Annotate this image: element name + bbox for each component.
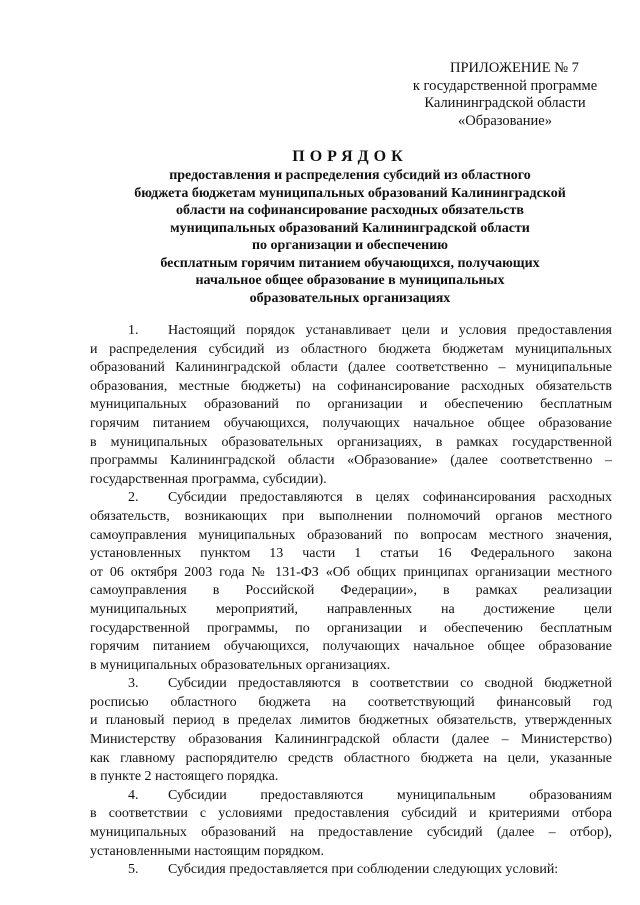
paragraph-2 (90, 489, 612, 675)
paragraph-line (90, 712, 612, 731)
paragraph-line-text: горячим питанием обучающихся, получающих начальное общее образование (90, 415, 612, 431)
paragraph-line (90, 564, 612, 583)
paragraph-line (90, 805, 612, 824)
paragraph-line-text: самоуправления в Российской Федерации», в рамках реализации (90, 583, 612, 599)
paragraph-5 (90, 861, 612, 880)
paragraph-line (90, 675, 612, 694)
paragraph-line (90, 434, 612, 453)
paragraph-line-text: государственная программа, субсидии). (90, 471, 327, 487)
paragraph-line (90, 657, 612, 676)
subtitle-line: начальное общее образование в муниципальных (195, 273, 505, 288)
subtitle-line: области на софинансирование расходных обязательств (176, 203, 524, 218)
paragraph-line-text: самоуправления муниципальных образований по вопросам местного значения, (90, 527, 612, 543)
document-subtitle (100, 167, 600, 307)
paragraph-line (90, 415, 612, 434)
appendix-number: ПРИЛОЖЕНИЕ № 7 (450, 60, 579, 76)
document-body (90, 322, 612, 880)
subtitle-line: бюджета бюджетам муниципальных образований Калининградской (134, 185, 566, 201)
paragraph-line-text: Министерству образования Калининградской области (далее – Министерство) (90, 732, 612, 748)
paragraph-line-text: образования, местные бюджеты) на софинансирование расходных обязательств (90, 378, 612, 394)
paragraph-line (90, 731, 612, 750)
paragraph-line-text: и распределения субсидий из областного бюджета бюджетам муниципальных (90, 341, 612, 357)
paragraph-line-text: обязательств, возникающих при выполнении полномочий органов местного (90, 508, 612, 524)
paragraph-line (90, 843, 612, 862)
paragraph-line (90, 750, 612, 769)
subtitle-line: по организации и обеспечению (251, 238, 449, 253)
paragraph-line (90, 452, 612, 471)
paragraph-line (90, 694, 612, 713)
paragraph-line (90, 396, 612, 415)
paragraph-number: 2. (128, 490, 139, 506)
paragraph-1 (90, 322, 612, 489)
document-title: ПОРЯДОК (292, 148, 408, 165)
paragraph-line-text: муниципальных образований на предоставление субсидий (далее – отбор), (90, 825, 612, 841)
paragraph-line-text: Субсидии предоставляются муниципальным образованиям (168, 787, 612, 803)
paragraph-number: 4. (128, 787, 139, 803)
paragraph-line (90, 787, 612, 806)
paragraph-line (90, 861, 612, 880)
paragraph-line (90, 322, 612, 341)
paragraph-line-text: Субсидии предоставляются в целях софинансирования расходных (168, 490, 612, 506)
appendix-header (380, 60, 630, 130)
paragraph-line-text: установленных пунктом 13 части 1 статьи 16 Федерального закона (90, 546, 612, 562)
paragraph-line (90, 638, 612, 657)
paragraph-line (90, 341, 612, 360)
paragraph-line-text: программы Калининградской области «Образование» (далее соответственно – (90, 453, 612, 469)
subtitle-line: бесплатным горячим питанием обучающихся, получающих (160, 255, 540, 271)
paragraph-line-text: Субсидия предоставляется при соблюдении следующих условий: (168, 862, 559, 878)
paragraph-number: 5. (128, 862, 139, 878)
paragraph-line (90, 378, 612, 397)
appendix-program-name: «Образование» (458, 112, 552, 129)
paragraph-line-text: росписью областного бюджета на соответствующий финансовый год (90, 694, 612, 710)
paragraph-line (90, 508, 612, 527)
paragraph-line-text: муниципальных образований по организации и обеспечению бесплатным (90, 397, 612, 413)
subtitle-line: образовательных организациях (249, 290, 451, 306)
paragraph-line (90, 471, 612, 490)
paragraph-number: 3. (128, 676, 139, 692)
paragraph-line (90, 545, 612, 564)
paragraph-line (90, 601, 612, 620)
paragraph-number: 1. (128, 323, 139, 338)
paragraph-line (90, 359, 612, 378)
paragraph-4 (90, 787, 612, 861)
paragraph-line (90, 620, 612, 639)
paragraph-line-text: от 06 октября 2003 года № 131-ФЗ «Об общих принципах организации местного (90, 564, 612, 580)
paragraph-line-text: муниципальных мероприятий, направленных на достижение цели (90, 601, 612, 617)
paragraph-line-text: Субсидии предоставляются в соответствии со сводной бюджетной (168, 676, 612, 692)
paragraph-line (90, 527, 612, 546)
appendix-region: Калининградской области (424, 95, 586, 111)
paragraph-line (90, 768, 612, 787)
paragraph-line-text: как главному распорядителю средств областного бюджета на цели, указанные (90, 750, 612, 766)
paragraph-line (90, 489, 612, 508)
paragraph-line-text: государственной программы, по организации и обеспечению бесплатным (90, 620, 612, 636)
subtitle-line: предоставления и распределения субсидий из областного (169, 168, 531, 183)
paragraph-line-text: Настоящий порядок устанавливает цели и условия предоставления (168, 323, 612, 338)
paragraph-line-text: в муниципальных образовательных организациях, в рамках государственной (90, 434, 612, 450)
paragraph-line-text: и плановый период в пределах лимитов бюджетных обязательств, утвержденных (90, 713, 612, 729)
paragraph-3 (90, 675, 612, 787)
paragraph-line-text: образований Калининградской области (далее соответственно – муниципальные (90, 360, 612, 376)
paragraph-line-text: установленными настоящим порядком. (90, 843, 324, 859)
paragraph-line-text: в муниципальных образовательных организациях. (90, 657, 391, 673)
paragraph-line (90, 582, 612, 601)
subtitle-line: муниципальных образований Калининградской области (170, 220, 530, 236)
paragraph-line-text: в соответствии с условиями предоставления субсидий и критериями отбора (90, 806, 612, 822)
appendix-program: к государственной программе (412, 77, 598, 94)
paragraph-line-text: в пункте 2 настоящего порядка. (90, 769, 279, 785)
paragraph-line (90, 824, 612, 843)
paragraph-line-text: горячим питанием обучающихся, получающих начальное общее образование (90, 639, 612, 655)
